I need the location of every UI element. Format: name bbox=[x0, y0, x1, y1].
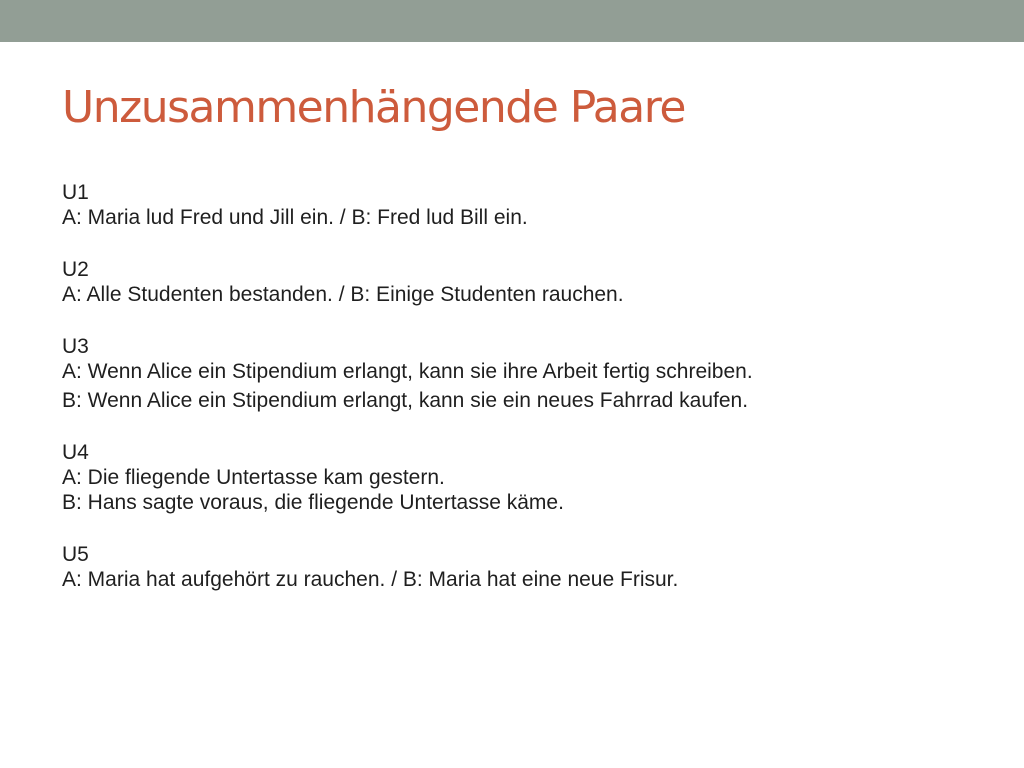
pair-sentence: A: Maria lud Fred und Jill ein. / B: Fred lud Bill ein. bbox=[62, 206, 528, 229]
pair-sentence: B: Hans sagte voraus, die fliegende Untertasse käme. bbox=[62, 491, 564, 514]
pair-label: U3 bbox=[62, 335, 89, 358]
pair-group-u2 bbox=[62, 257, 1002, 307]
pair-group-u4 bbox=[62, 440, 1002, 515]
pair-label: U4 bbox=[62, 441, 89, 464]
pair-sentence: A: Alle Studenten bestanden. / B: Einige Studenten rauchen. bbox=[62, 283, 624, 306]
pair-label: U1 bbox=[62, 181, 89, 204]
pair-group-u3 bbox=[62, 334, 1002, 413]
pair-group-u1 bbox=[62, 180, 1002, 230]
pair-label: U5 bbox=[62, 543, 89, 566]
pair-sentence: A: Wenn Alice ein Stipendium erlangt, kann sie ihre Arbeit fertig schreiben. bbox=[62, 360, 753, 383]
pair-group-u5 bbox=[62, 542, 1002, 592]
pair-sentence: A: Die fliegende Untertasse kam gestern. bbox=[62, 466, 445, 489]
pair-label: U2 bbox=[62, 258, 89, 281]
slide-content bbox=[62, 180, 1002, 619]
pair-sentence: B: Wenn Alice ein Stipendium erlangt, kann sie ein neues Fahrrad kaufen. bbox=[62, 389, 749, 412]
pair-sentence: A: Maria hat aufgehört zu rauchen. / B: Maria hat eine neue Frisur. bbox=[62, 568, 679, 591]
top-accent-bar bbox=[0, 0, 1024, 42]
slide-title: Unzusammenhängende Paare bbox=[62, 82, 685, 133]
